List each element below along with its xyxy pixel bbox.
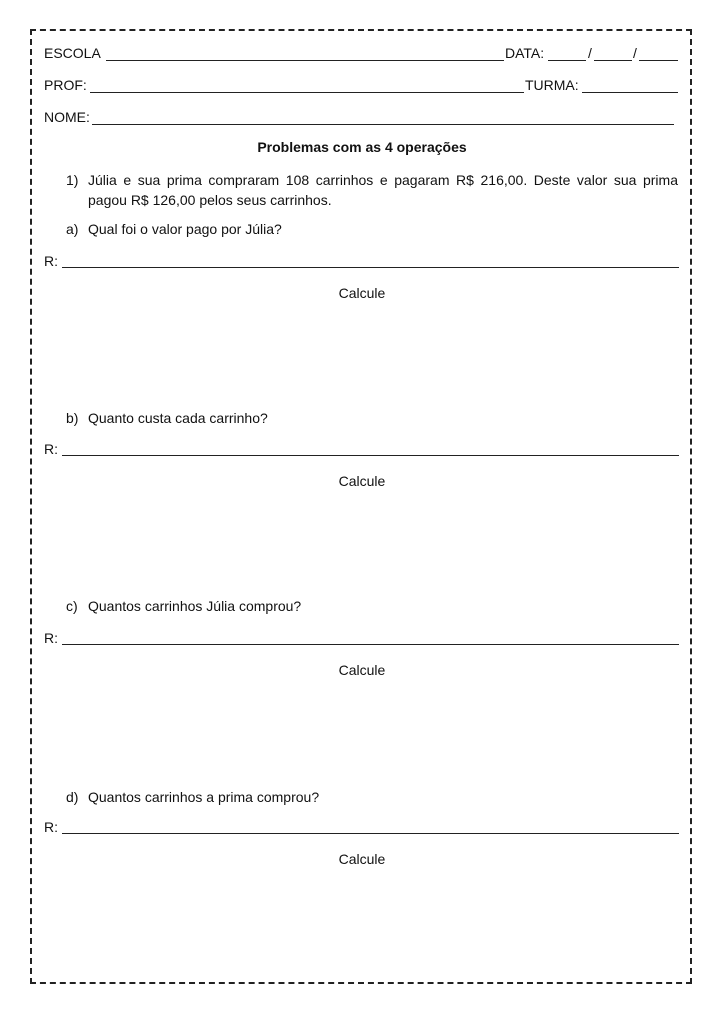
question-letter: d) [66,789,79,805]
question-letter: c) [66,598,78,614]
class-label: TURMA: [525,77,579,93]
school-label: ESCOLA [44,45,101,61]
calculate-label: Calcule [338,662,386,678]
calculate-label: Calcule [338,285,386,301]
answer-line[interactable] [62,833,679,834]
problem-statement [66,170,678,210]
question-text: Quantos carrinhos Júlia comprou? [88,598,302,614]
date-day-field[interactable] [548,60,586,61]
question-text: Quanto custa cada carrinho? [88,410,268,426]
answer-label: R: [44,630,58,646]
class-field[interactable] [582,92,678,93]
question-text: Qual foi o valor pago por Júlia? [88,221,282,237]
calculate-label: Calcule [338,851,386,867]
school-field[interactable] [106,60,504,61]
question-letter: a) [66,221,79,237]
name-field[interactable] [92,124,674,125]
question-letter: b) [66,410,79,426]
question-text: Quantos carrinhos a prima comprou? [88,789,320,805]
teacher-label: PROF: [44,77,87,93]
answer-line[interactable] [62,267,679,268]
date-label: DATA: [505,45,545,61]
answer-label: R: [44,441,58,457]
date-year-field[interactable] [639,60,678,61]
answer-line[interactable] [62,644,679,645]
date-separator: / [588,45,592,61]
name-label: NOME: [44,109,90,125]
date-month-field[interactable] [594,60,632,61]
answer-line[interactable] [62,455,679,456]
teacher-field[interactable] [90,92,524,93]
calculate-label: Calcule [338,473,386,489]
answer-label: R: [44,253,58,269]
problem-text: Júlia e sua prima compraram 108 carrinhos e pagaram R$ 216,00. Deste valor sua prima pagou R$ 126,00 pelos seus carrinhos. [88,172,678,208]
date-separator: / [633,45,637,61]
worksheet-title: Problemas com as 4 operações [257,139,467,155]
problem-number: 1) [66,172,79,188]
answer-label: R: [44,819,58,835]
